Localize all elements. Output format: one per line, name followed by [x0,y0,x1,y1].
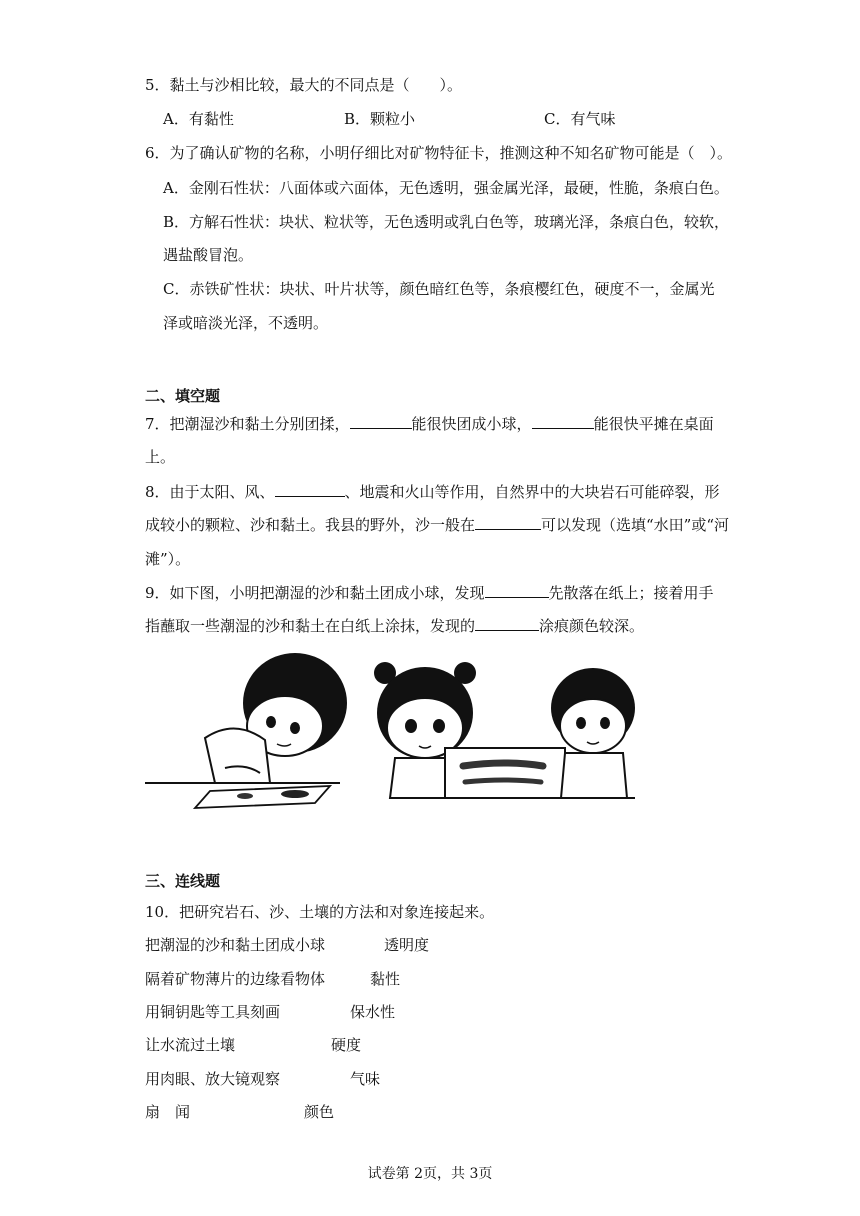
q7-text-1: 7．把潮湿沙和黏土分别团揉， [145,415,350,433]
method-item-4[interactable]: 让水流过土壤 [145,1036,236,1054]
q9-line1 [145,582,714,603]
section-fill-blank-title: 二、填空题 [145,387,221,405]
q8-line3: 滩”）。 [145,550,191,568]
children-experiment-illustration [145,648,635,813]
object-item-6[interactable]: 颜色 [304,1103,335,1121]
object-item-5[interactable]: 气味 [350,1070,381,1088]
q9-line2 [145,615,644,636]
q5-option-c: C．有气味 [544,110,616,128]
method-item-2[interactable]: 隔着矿物薄片的边缘看物体 [145,970,326,988]
q9-blank-2[interactable] [475,616,539,631]
q6-stem: 6．为了确认矿物的名称，小明仔细比对矿物特征卡，推测这种不知名矿物可能是（ ）。 [145,144,733,162]
q9-blank-1[interactable] [485,583,549,598]
object-item-2[interactable]: 黏性 [370,970,401,988]
q5-option-b: B．颗粒小 [344,110,416,128]
q9-text-2: 先散落在纸上；接着用手 [548,584,714,602]
q5-stem: 5．黏土与沙相比较，最大的不同点是（ ）。 [145,76,463,94]
q8-text-1: 8．由于太阳、风、 [145,483,275,501]
q6-option-b-line2: 遇盐酸冒泡。 [163,246,254,264]
q8-text-3: 成较小的颗粒、沙和黏土。我县的野外，沙一般在 [145,516,476,534]
q8-blank-1[interactable] [275,482,345,497]
q6-option-c-line1: C．赤铁矿性状：块状、叶片状等，颜色暗红色等，条痕樱红色，硬度不一，金属光 [163,280,715,298]
q9-text-4: 涂痕颜色较深。 [539,617,645,635]
q7-text-3: 能很快平摊在桌面 [593,415,714,433]
q8-text-2: 、地震和火山等作用，自然界中的大块岩石可能碎裂，形 [344,483,720,501]
boy-rolling-clay-illustration [145,653,347,808]
q8-line2 [145,514,729,535]
q7-text-2: 能很快团成小球， [411,415,532,433]
method-item-6[interactable]: 扇 闻 [145,1103,191,1121]
q7-blank-1[interactable] [350,414,412,429]
q9-text-1: 9．如下图，小明把潮湿的沙和黏土团成小球，发现 [145,584,485,602]
q10-stem: 10．把研究岩石、沙、土壤的方法和对象连接起来。 [145,903,495,921]
q8-line1 [145,481,720,502]
q8-text-4: 可以发现（选填“水田”或“河 [541,516,730,534]
white-paper-with-smears [445,748,565,798]
q8-blank-2[interactable] [475,515,541,530]
section-matching-title: 三、连线题 [145,872,221,890]
q6-option-a: A．金刚石性状：八面体或六面体，无色透明，强金属光泽，最硬，性脆，条痕白色。 [163,179,729,197]
object-item-4[interactable]: 硬度 [331,1036,362,1054]
object-item-3[interactable]: 保水性 [350,1003,396,1021]
q5-option-a: A．有黏性 [163,110,234,128]
q6-option-c-line2: 泽或暗淡光泽，不透明。 [163,314,329,332]
q7-blank-2[interactable] [532,414,594,429]
q6-option-b-line1: B．方解石性状：块状、粒状等，无色透明或乳白色等，玻璃光泽，条痕白色，较软， [163,213,730,231]
q7-line2: 上。 [145,448,176,466]
object-item-1[interactable]: 透明度 [384,936,430,954]
q9-text-3: 指蘸取一些潮湿的沙和黏土在白纸上涂抹，发现的 [145,617,476,635]
page-footer: 试卷第 2页，共 3页 [367,1166,493,1182]
method-item-3[interactable]: 用铜钥匙等工具刻画 [145,1003,281,1021]
q7-line1 [145,413,714,434]
method-item-1[interactable]: 把潮湿的沙和黏土团成小球 [145,936,326,954]
method-item-5[interactable]: 用肉眼、放大镜观察 [145,1070,281,1088]
